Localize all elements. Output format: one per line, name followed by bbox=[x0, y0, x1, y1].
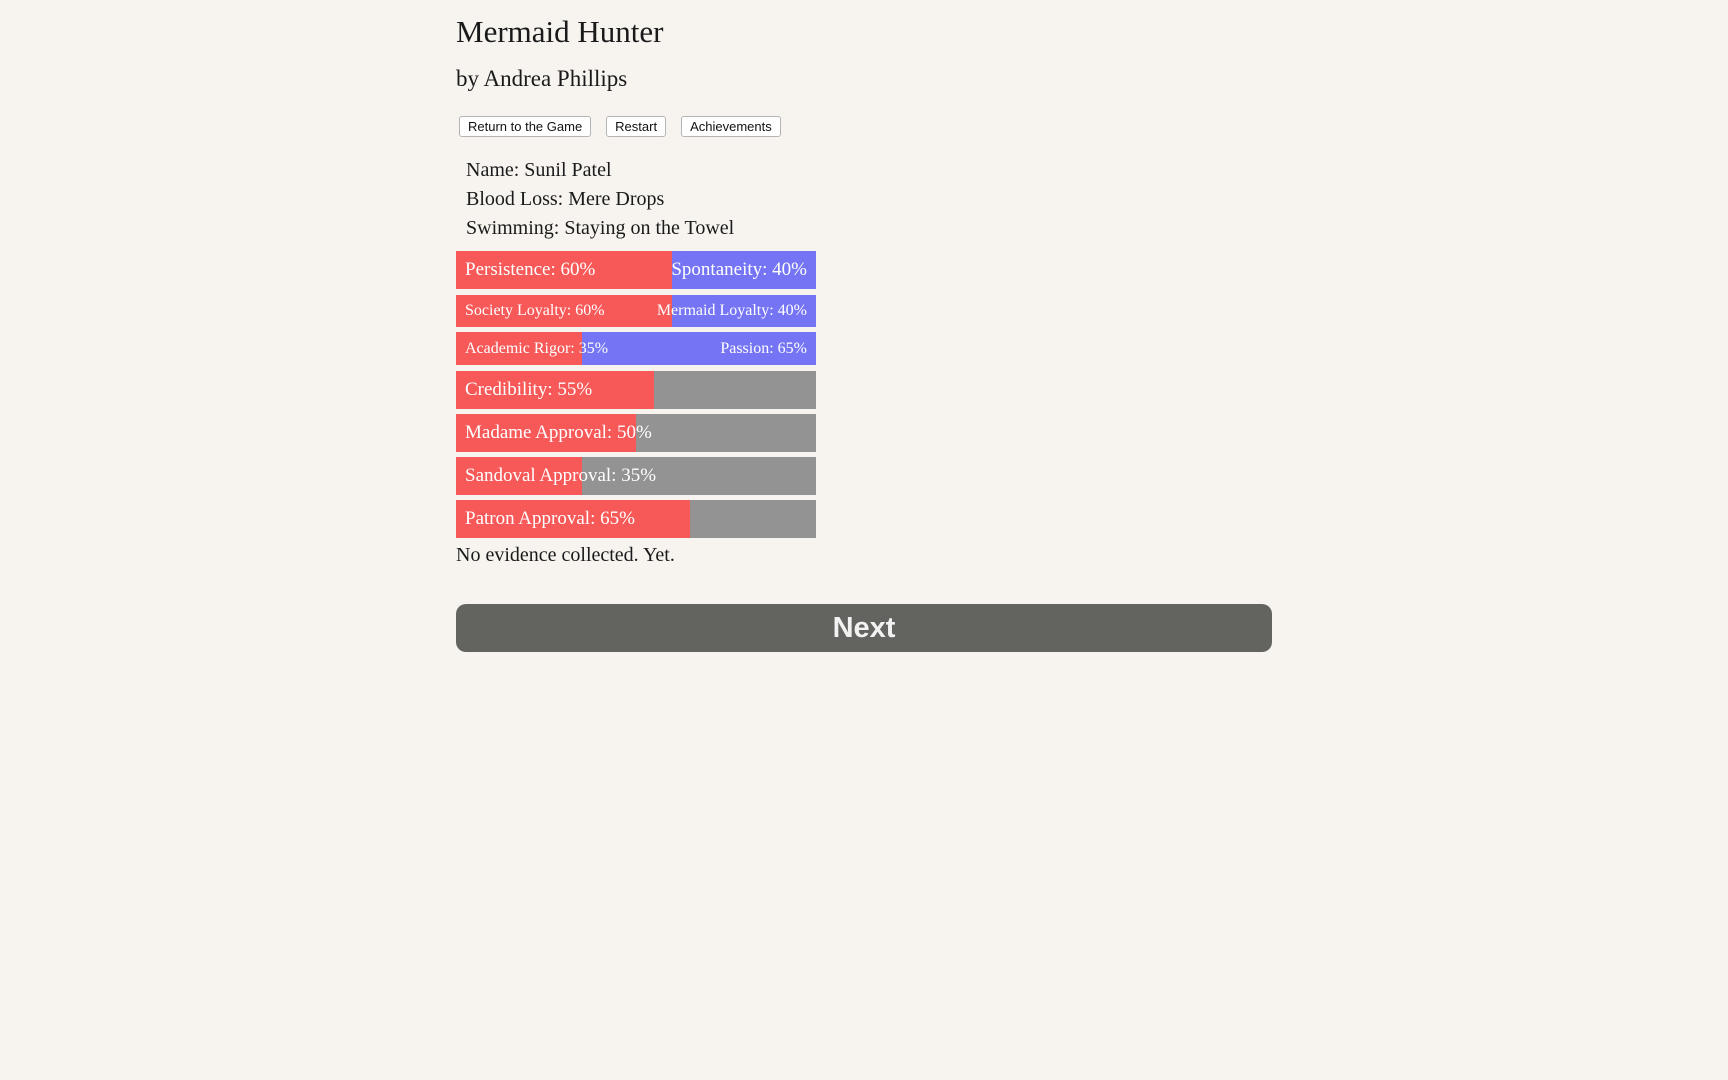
rigor-passion-bar bbox=[456, 332, 816, 365]
restart-button[interactable]: Restart bbox=[606, 116, 666, 137]
patron-approval-bar bbox=[456, 500, 816, 538]
stat-blood-loss: Blood Loss: Mere Drops bbox=[466, 188, 665, 210]
achievements-button[interactable]: Achievements bbox=[681, 116, 781, 137]
persistence-spontaneity-bar bbox=[456, 251, 816, 289]
return-to-game-button[interactable]: Return to the Game bbox=[459, 116, 591, 137]
madame-approval-bar bbox=[456, 414, 816, 452]
credibility-bar bbox=[456, 371, 816, 409]
passion-label: Passion: 65% bbox=[720, 339, 807, 357]
evidence-text: No evidence collected. Yet. bbox=[456, 544, 675, 566]
patron-approval-label: Patron Approval: 65% bbox=[465, 508, 635, 529]
society-mermaid-loyalty-bar bbox=[456, 295, 816, 327]
academic-rigor-label: Academic Rigor: 35% bbox=[465, 339, 609, 357]
society-loyalty-label: Society Loyalty: 60% bbox=[465, 302, 605, 319]
next-button[interactable]: Next bbox=[456, 604, 1272, 652]
madame-approval-label: Madame Approval: 50% bbox=[465, 422, 652, 443]
credibility-label: Credibility: 55% bbox=[465, 379, 593, 400]
persistence-label: Persistence: 60% bbox=[465, 259, 596, 280]
game-title: Mermaid Hunter bbox=[456, 14, 664, 49]
mermaid-loyalty-label: Mermaid Loyalty: 40% bbox=[656, 302, 807, 319]
sandoval-approval-label: Sandoval Approval: 35% bbox=[465, 465, 657, 486]
sandoval-approval-bar bbox=[456, 457, 816, 495]
stat-name: Name: Sunil Patel bbox=[466, 159, 612, 181]
stat-swimming: Swimming: Staying on the Towel bbox=[466, 217, 735, 239]
spontaneity-label: Spontaneity: 40% bbox=[671, 259, 807, 280]
toolbar bbox=[459, 116, 781, 137]
game-author: by Andrea Phillips bbox=[456, 66, 628, 91]
